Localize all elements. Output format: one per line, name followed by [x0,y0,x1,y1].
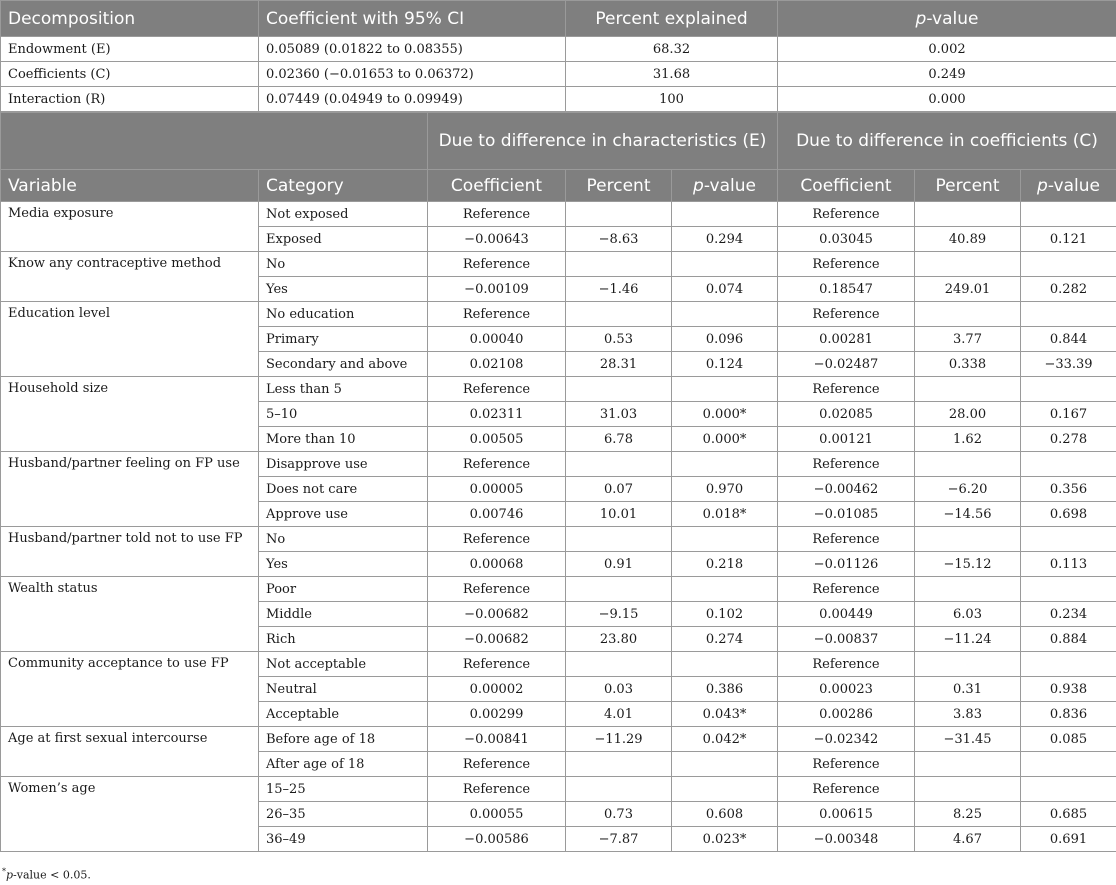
e-coefficient-cell: Reference [428,652,566,677]
c-percent-cell [915,452,1021,477]
c-coefficient-cell: 0.18547 [778,277,915,302]
c-coefficient-cell: 0.00449 [778,602,915,627]
category-cell: Yes [259,277,428,302]
e-coefficient-cell: −0.00682 [428,627,566,652]
e-p-value-cell [672,302,778,327]
category-cell: Yes [259,552,428,577]
p-value-suffix: -value [703,175,756,196]
e-coefficient-cell: Reference [428,527,566,552]
p-value-header [778,1,1116,37]
e-percent-cell: 0.03 [566,677,672,702]
c-percent-cell: −14.56 [915,502,1021,527]
e-coefficient-cell: Reference [428,252,566,277]
e-p-value-cell [672,652,778,677]
category-cell: Rich [259,627,428,652]
e-percent-cell [566,377,672,402]
c-coefficient-cell: −0.00837 [778,627,915,652]
e-coefficient-cell: 0.00040 [428,327,566,352]
e-percent-header: Percent [566,170,672,202]
c-coefficient-cell: −0.01126 [778,552,915,577]
c-coefficient-cell: Reference [778,777,915,802]
c-coefficient-cell: Reference [778,527,915,552]
category-cell: 36–49 [259,827,428,852]
e-percent-cell: 31.03 [566,402,672,427]
c-percent-cell [915,777,1021,802]
coefficients-group-header: Due to difference in coefficients (C) [778,113,1116,170]
c-percent-header: Percent [915,170,1021,202]
c-percent-cell [915,527,1021,552]
group-header-row [1,113,1116,170]
c-p-value-cell: 0.685 [1021,802,1116,827]
e-p-value-cell: 0.074 [672,277,778,302]
e-p-value-cell: 0.274 [672,627,778,652]
c-p-value-cell: 0.085 [1021,727,1116,752]
e-percent-cell [566,302,672,327]
c-percent-cell: 3.77 [915,327,1021,352]
column-header-row [1,170,1116,202]
e-percent-cell: 0.91 [566,552,672,577]
category-cell: After age of 18 [259,752,428,777]
e-percent-cell: −7.87 [566,827,672,852]
p-italic: p [915,8,927,29]
c-p-value-cell [1021,452,1116,477]
c-percent-cell [915,752,1021,777]
table-row [1,202,1116,227]
variable-header: Variable [1,170,259,202]
category-cell: Does not care [259,477,428,502]
c-percent-cell: 28.00 [915,402,1021,427]
detailed-decomposition-table [0,112,1116,852]
decomposition-row [1,37,1116,62]
category-cell: Not acceptable [259,652,428,677]
table-row [1,302,1116,327]
category-cell: 26–35 [259,802,428,827]
c-percent-cell: 8.25 [915,802,1021,827]
c-percent-cell [915,302,1021,327]
e-percent-cell: −11.29 [566,727,672,752]
variable-cell: Community acceptance to use FP [1,652,259,727]
e-p-value-cell: 0.970 [672,477,778,502]
p-value-cell: 0.002 [778,37,1116,62]
decomposition-table [0,0,1116,112]
c-percent-cell: 249.01 [915,277,1021,302]
c-coefficient-header: Coefficient [778,170,915,202]
p-value-suffix: -value [926,8,979,29]
category-cell: Approve use [259,502,428,527]
e-percent-cell: 6.78 [566,427,672,452]
c-p-value-cell [1021,577,1116,602]
footnote-mark: * [2,867,6,876]
c-p-value-cell [1021,527,1116,552]
category-cell: No education [259,302,428,327]
c-coefficient-cell: Reference [778,202,915,227]
e-coefficient-cell: Reference [428,302,566,327]
p-italic: p [693,175,704,196]
c-coefficient-cell: 0.00286 [778,702,915,727]
coefficient-ci-header: Coefficient with 95% CI [259,1,566,37]
c-coefficient-cell: Reference [778,452,915,477]
c-coefficient-cell: 0.00615 [778,802,915,827]
c-percent-cell: 0.31 [915,677,1021,702]
c-p-value-cell: 0.121 [1021,227,1116,252]
c-percent-cell: 4.67 [915,827,1021,852]
e-coefficient-cell: −0.00682 [428,602,566,627]
variable-cell: Know any contraceptive method [1,252,259,302]
c-percent-cell: −11.24 [915,627,1021,652]
table-row [1,727,1116,752]
category-cell: Acceptable [259,702,428,727]
c-p-value-cell [1021,752,1116,777]
c-percent-cell: 40.89 [915,227,1021,252]
c-coefficient-cell: 0.00281 [778,327,915,352]
variable-cell: Women’s age [1,777,259,852]
e-coefficient-cell: 0.00299 [428,702,566,727]
c-percent-cell [915,577,1021,602]
c-percent-cell [915,202,1021,227]
table-row [1,452,1116,477]
category-cell: Less than 5 [259,377,428,402]
e-coefficient-cell: Reference [428,577,566,602]
category-cell: Not exposed [259,202,428,227]
coefficient-ci-cell: 0.07449 (0.04949 to 0.09949) [259,87,566,112]
decomposition-row [1,87,1116,112]
table-row [1,252,1116,277]
decomposition-body [1,37,1116,112]
e-coefficient-cell: 0.00005 [428,477,566,502]
e-coefficient-cell: 0.00746 [428,502,566,527]
e-coefficient-cell: −0.00643 [428,227,566,252]
category-cell: Before age of 18 [259,727,428,752]
e-p-value-cell: 0.000* [672,402,778,427]
table-row [1,777,1116,802]
e-percent-cell [566,752,672,777]
category-header: Category [259,170,428,202]
e-percent-cell [566,577,672,602]
e-p-value-cell [672,577,778,602]
e-percent-cell [566,202,672,227]
c-coefficient-cell: 0.03045 [778,227,915,252]
e-percent-cell [566,527,672,552]
e-percent-cell: 0.07 [566,477,672,502]
e-coefficient-cell: 0.02108 [428,352,566,377]
p-italic: p [1037,175,1048,196]
category-cell: Poor [259,577,428,602]
footnote-p: p [6,868,14,882]
c-coefficient-cell: Reference [778,652,915,677]
category-cell: Middle [259,602,428,627]
e-percent-cell: 0.53 [566,327,672,352]
table-row [1,527,1116,552]
e-p-value-cell [672,252,778,277]
variable-cell: Age at first sexual intercourse [1,727,259,777]
c-p-value-cell: 0.884 [1021,627,1116,652]
e-coefficient-cell: Reference [428,777,566,802]
e-percent-cell [566,652,672,677]
e-p-value-cell [672,777,778,802]
c-p-value-cell [1021,652,1116,677]
coefficient-ci-cell: 0.05089 (0.01822 to 0.08355) [259,37,566,62]
c-coefficient-cell: −0.01085 [778,502,915,527]
e-coefficient-cell: −0.00586 [428,827,566,852]
e-p-value-cell: 0.043* [672,702,778,727]
decomposition-header: Decomposition [1,1,259,37]
e-percent-cell: 0.73 [566,802,672,827]
e-percent-cell [566,452,672,477]
e-coefficient-cell: Reference [428,752,566,777]
c-percent-cell: −15.12 [915,552,1021,577]
c-percent-cell [915,377,1021,402]
c-p-value-cell [1021,377,1116,402]
c-p-value-cell [1021,252,1116,277]
category-cell: More than 10 [259,427,428,452]
category-cell: No [259,252,428,277]
variable-cell: Media exposure [1,202,259,252]
c-percent-cell: 1.62 [915,427,1021,452]
table-row [1,652,1116,677]
c-percent-cell [915,652,1021,677]
e-percent-cell [566,252,672,277]
c-p-value-cell: 0.938 [1021,677,1116,702]
e-coefficient-cell: Reference [428,202,566,227]
variable-cell: Husband/partner feeling on FP use [1,452,259,527]
c-p-value-cell: 0.691 [1021,827,1116,852]
c-coefficient-cell: −0.02342 [778,727,915,752]
percent-explained-header: Percent explained [566,1,778,37]
c-percent-cell: −6.20 [915,477,1021,502]
e-p-value-cell: 0.018* [672,502,778,527]
e-percent-cell: 28.31 [566,352,672,377]
e-p-value-header [672,170,778,202]
e-p-value-cell: 0.218 [672,552,778,577]
c-coefficient-cell: Reference [778,377,915,402]
c-coefficient-cell: Reference [778,752,915,777]
c-coefficient-cell: −0.00462 [778,477,915,502]
decomposition-name-cell: Coefficients (C) [1,62,259,87]
c-coefficient-cell: −0.00348 [778,827,915,852]
c-coefficient-cell: Reference [778,302,915,327]
c-percent-cell: 3.83 [915,702,1021,727]
variable-cell: Household size [1,377,259,452]
e-percent-cell: 10.01 [566,502,672,527]
c-coefficient-cell: 0.02085 [778,402,915,427]
e-p-value-cell [672,377,778,402]
e-coefficient-header: Coefficient [428,170,566,202]
category-cell: Neutral [259,677,428,702]
characteristics-group-header: Due to difference in characteristics (E) [428,113,778,170]
decomposition-name-cell: Interaction (R) [1,87,259,112]
c-p-value-cell [1021,202,1116,227]
c-p-value-cell: 0.113 [1021,552,1116,577]
detailed-body [1,202,1116,852]
c-coefficient-cell: 0.00121 [778,427,915,452]
e-coefficient-cell: 0.00002 [428,677,566,702]
category-cell: 15–25 [259,777,428,802]
c-percent-cell: −31.45 [915,727,1021,752]
variable-cell: Education level [1,302,259,377]
e-percent-cell [566,777,672,802]
blank-header-cell [1,113,428,170]
c-coefficient-cell: 0.00023 [778,677,915,702]
decomposition-header-row [1,1,1116,37]
c-p-value-cell [1021,777,1116,802]
c-p-value-cell: 0.167 [1021,402,1116,427]
decomposition-row [1,62,1116,87]
category-cell: No [259,527,428,552]
e-coefficient-cell: Reference [428,452,566,477]
e-coefficient-cell: 0.02311 [428,402,566,427]
e-p-value-cell [672,202,778,227]
e-p-value-cell: 0.042* [672,727,778,752]
category-cell: 5–10 [259,402,428,427]
category-cell: Exposed [259,227,428,252]
e-p-value-cell: 0.294 [672,227,778,252]
decomposition-name-cell: Endowment (E) [1,37,259,62]
c-percent-cell: 0.338 [915,352,1021,377]
variable-cell: Wealth status [1,577,259,652]
table-row [1,577,1116,602]
c-coefficient-cell: Reference [778,577,915,602]
c-coefficient-cell: −0.02487 [778,352,915,377]
e-percent-cell: 23.80 [566,627,672,652]
e-coefficient-cell: Reference [428,377,566,402]
coefficient-ci-cell: 0.02360 (−0.01653 to 0.06372) [259,62,566,87]
e-coefficient-cell: −0.00109 [428,277,566,302]
p-value-suffix: -value [1047,175,1100,196]
c-p-value-cell: 0.698 [1021,502,1116,527]
category-cell: Primary [259,327,428,352]
e-coefficient-cell: −0.00841 [428,727,566,752]
c-p-value-cell: 0.278 [1021,427,1116,452]
e-percent-cell: −9.15 [566,602,672,627]
footnote-text: -value < 0.05. [13,868,91,882]
e-p-value-cell [672,527,778,552]
e-coefficient-cell: 0.00505 [428,427,566,452]
c-p-value-cell: −33.39 [1021,352,1116,377]
percent-explained-cell: 100 [566,87,778,112]
e-p-value-cell [672,452,778,477]
c-p-value-header [1021,170,1116,202]
c-p-value-cell: 0.844 [1021,327,1116,352]
percent-explained-cell: 31.68 [566,62,778,87]
variable-cell: Husband/partner told not to use FP [1,527,259,577]
e-p-value-cell: 0.096 [672,327,778,352]
percent-explained-cell: 68.32 [566,37,778,62]
c-p-value-cell: 0.282 [1021,277,1116,302]
footnote [2,867,91,882]
e-p-value-cell: 0.000* [672,427,778,452]
e-p-value-cell: 0.102 [672,602,778,627]
e-p-value-cell: 0.023* [672,827,778,852]
c-p-value-cell [1021,302,1116,327]
e-p-value-cell: 0.608 [672,802,778,827]
c-p-value-cell: 0.836 [1021,702,1116,727]
e-percent-cell: −1.46 [566,277,672,302]
p-value-cell: 0.249 [778,62,1116,87]
e-percent-cell: 4.01 [566,702,672,727]
e-coefficient-cell: 0.00068 [428,552,566,577]
e-p-value-cell: 0.386 [672,677,778,702]
p-value-cell: 0.000 [778,87,1116,112]
e-percent-cell: −8.63 [566,227,672,252]
c-p-value-cell: 0.356 [1021,477,1116,502]
c-p-value-cell: 0.234 [1021,602,1116,627]
e-p-value-cell: 0.124 [672,352,778,377]
category-cell: Secondary and above [259,352,428,377]
category-cell: Disapprove use [259,452,428,477]
e-p-value-cell [672,752,778,777]
table-row [1,377,1116,402]
c-percent-cell [915,252,1021,277]
c-percent-cell: 6.03 [915,602,1021,627]
c-coefficient-cell: Reference [778,252,915,277]
e-coefficient-cell: 0.00055 [428,802,566,827]
